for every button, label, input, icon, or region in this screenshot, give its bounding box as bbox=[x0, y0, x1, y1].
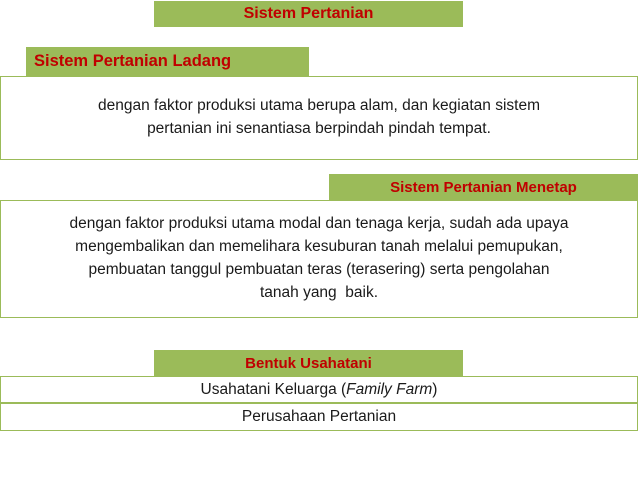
ladang-text-line2: pertanian ini senantiasa berpindah pindah tempat. bbox=[147, 120, 491, 137]
ladang-text-line1: dengan faktor produksi utama berupa alam, dan kegiatan sistem bbox=[97, 97, 540, 115]
page-title bbox=[154, 1, 463, 27]
usahatani-item1-prefix: Usahatani Keluarga ( bbox=[200, 380, 347, 398]
usahatani-item1-suffix: ) bbox=[432, 380, 438, 398]
usahatani-item2-text: Perusahaan Pertanian bbox=[241, 408, 397, 425]
page-title-text: Sistem Pertanian bbox=[243, 5, 374, 22]
menetap-text-line2: mengembalikan dan memelihara kesuburan tanah melalui pemupukan, bbox=[75, 238, 563, 256]
usahatani-item1-italic: Family Farm bbox=[346, 380, 433, 398]
menetap-text-line4: tanah yang baik. bbox=[259, 283, 379, 301]
ladang-heading bbox=[26, 47, 309, 76]
usahatani-heading-text: Bentuk Usahatani bbox=[245, 354, 372, 372]
ladang-heading-text: Sistem Pertanian Ladang bbox=[34, 52, 232, 70]
menetap-text-line3: pembuatan tanggul pembuatan teras (terasering) serta pengolahan bbox=[88, 261, 550, 278]
ladang-description bbox=[0, 76, 638, 160]
menetap-heading bbox=[329, 174, 638, 200]
menetap-heading-text: Sistem Pertanian Menetap bbox=[390, 178, 577, 196]
menetap-text-line1: dengan faktor produksi utama modal dan tenaga kerja, sudah ada upaya bbox=[69, 215, 569, 233]
usahatani-item-perusahaan bbox=[0, 403, 638, 431]
menetap-description bbox=[0, 200, 638, 318]
usahatani-heading bbox=[154, 350, 463, 376]
usahatani-item-family-farm bbox=[0, 376, 638, 403]
